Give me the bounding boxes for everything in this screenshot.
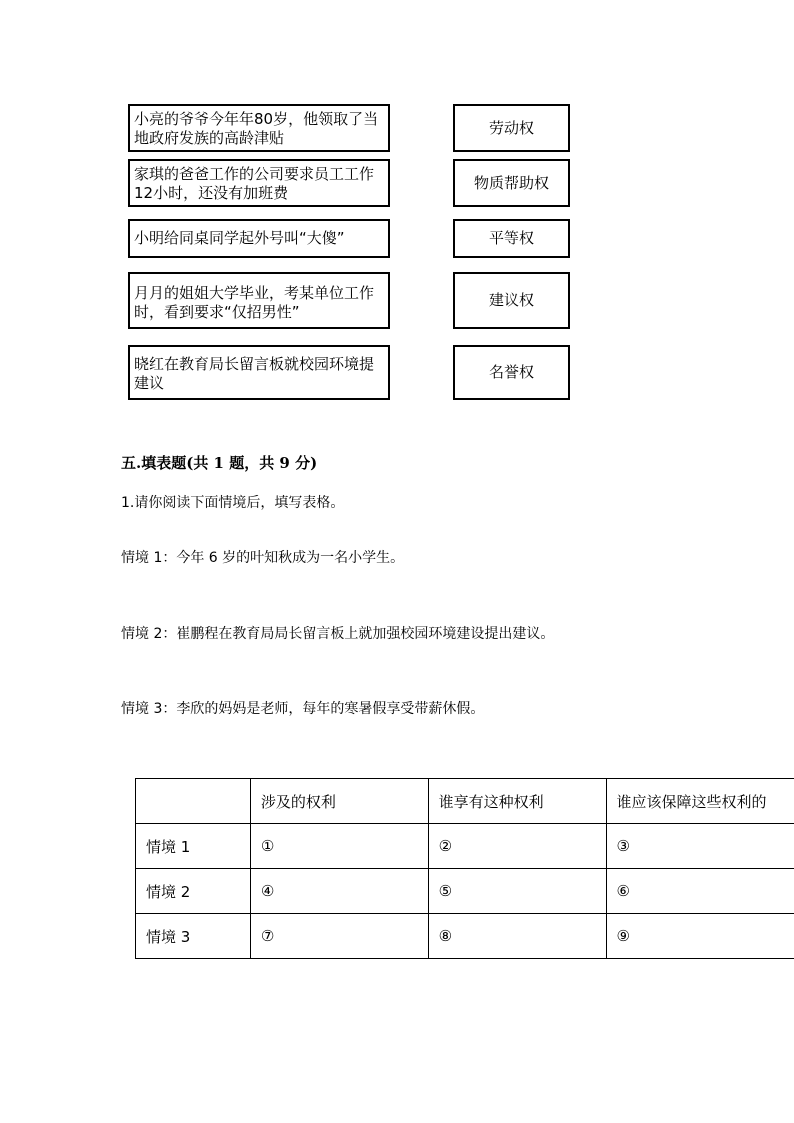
scenario-text: 家琪的爸爸工作的公司要求员工工作12小时，还没有加班费 bbox=[134, 165, 375, 202]
table-header-cell: 涉及的权利 bbox=[250, 779, 428, 824]
table-header-cell: 谁享有这种权利 bbox=[428, 779, 606, 824]
scenario-box-1 bbox=[128, 104, 390, 152]
right-box-5 bbox=[453, 345, 570, 400]
scenario-box-5 bbox=[128, 345, 390, 400]
scenario-box-3 bbox=[128, 219, 390, 258]
situation-1-text: 情境 1：今年 6 岁的叶知秋成为一名小学生。 bbox=[121, 550, 405, 566]
section-heading: 五.填表题(共 1 题，共 9 分) bbox=[121, 454, 318, 472]
right-box-1 bbox=[453, 104, 570, 152]
scenario-text: 小明给同桌同学起外号叫“大傻” bbox=[134, 229, 345, 247]
scenario-box-2 bbox=[128, 159, 390, 207]
right-label: 劳动权 bbox=[488, 118, 534, 137]
answer-cell[interactable]: ④ bbox=[250, 869, 428, 914]
scenario-text: 小亮的爷爷今年年80岁，他领取了当地政府发族的高龄津贴 bbox=[134, 110, 379, 147]
table-header-cell bbox=[136, 779, 251, 824]
table-row bbox=[136, 824, 794, 869]
right-box-4 bbox=[453, 272, 570, 329]
answer-cell[interactable]: ② bbox=[428, 824, 606, 869]
situation-2-text: 情境 2：崔鹏程在教育局局长留言板上就加强校园环境建设提出建议。 bbox=[121, 626, 555, 642]
fill-in-table bbox=[135, 778, 794, 959]
scenario-text: 晓红在教育局长留言板就校园环境提建议 bbox=[134, 355, 375, 392]
answer-cell[interactable]: ⑧ bbox=[428, 914, 606, 959]
right-label: 物质帮助权 bbox=[473, 173, 549, 192]
answer-cell[interactable]: ① bbox=[250, 824, 428, 869]
right-label: 名誉权 bbox=[488, 363, 534, 381]
table-header-row bbox=[136, 779, 794, 824]
right-label: 建议权 bbox=[488, 291, 534, 309]
table-cell: 情境 2 bbox=[136, 869, 251, 914]
right-label: 平等权 bbox=[488, 229, 534, 247]
table-row bbox=[136, 869, 794, 914]
answer-cell[interactable]: ⑦ bbox=[250, 914, 428, 959]
right-box-2 bbox=[453, 159, 570, 207]
table-cell: 情境 3 bbox=[136, 914, 251, 959]
question-text: 1.请你阅读下面情境后，填写表格。 bbox=[121, 495, 345, 511]
situation-3-text: 情境 3：李欣的妈妈是老师，每年的寒暑假享受带薪休假。 bbox=[121, 701, 485, 717]
answer-cell[interactable]: ③ bbox=[606, 824, 794, 869]
answer-cell[interactable]: ⑤ bbox=[428, 869, 606, 914]
scenario-text: 月月的姐姐大学毕业，考某单位工作时，看到要求“仅招男性” bbox=[134, 284, 375, 321]
answer-cell[interactable]: ⑨ bbox=[606, 914, 794, 959]
table-row bbox=[136, 914, 794, 959]
right-box-3 bbox=[453, 219, 570, 258]
scenario-box-4 bbox=[128, 272, 390, 329]
answer-cell[interactable]: ⑥ bbox=[606, 869, 794, 914]
table-cell: 情境 1 bbox=[136, 824, 251, 869]
table-header-cell: 谁应该保障这些权利的 bbox=[606, 779, 794, 824]
